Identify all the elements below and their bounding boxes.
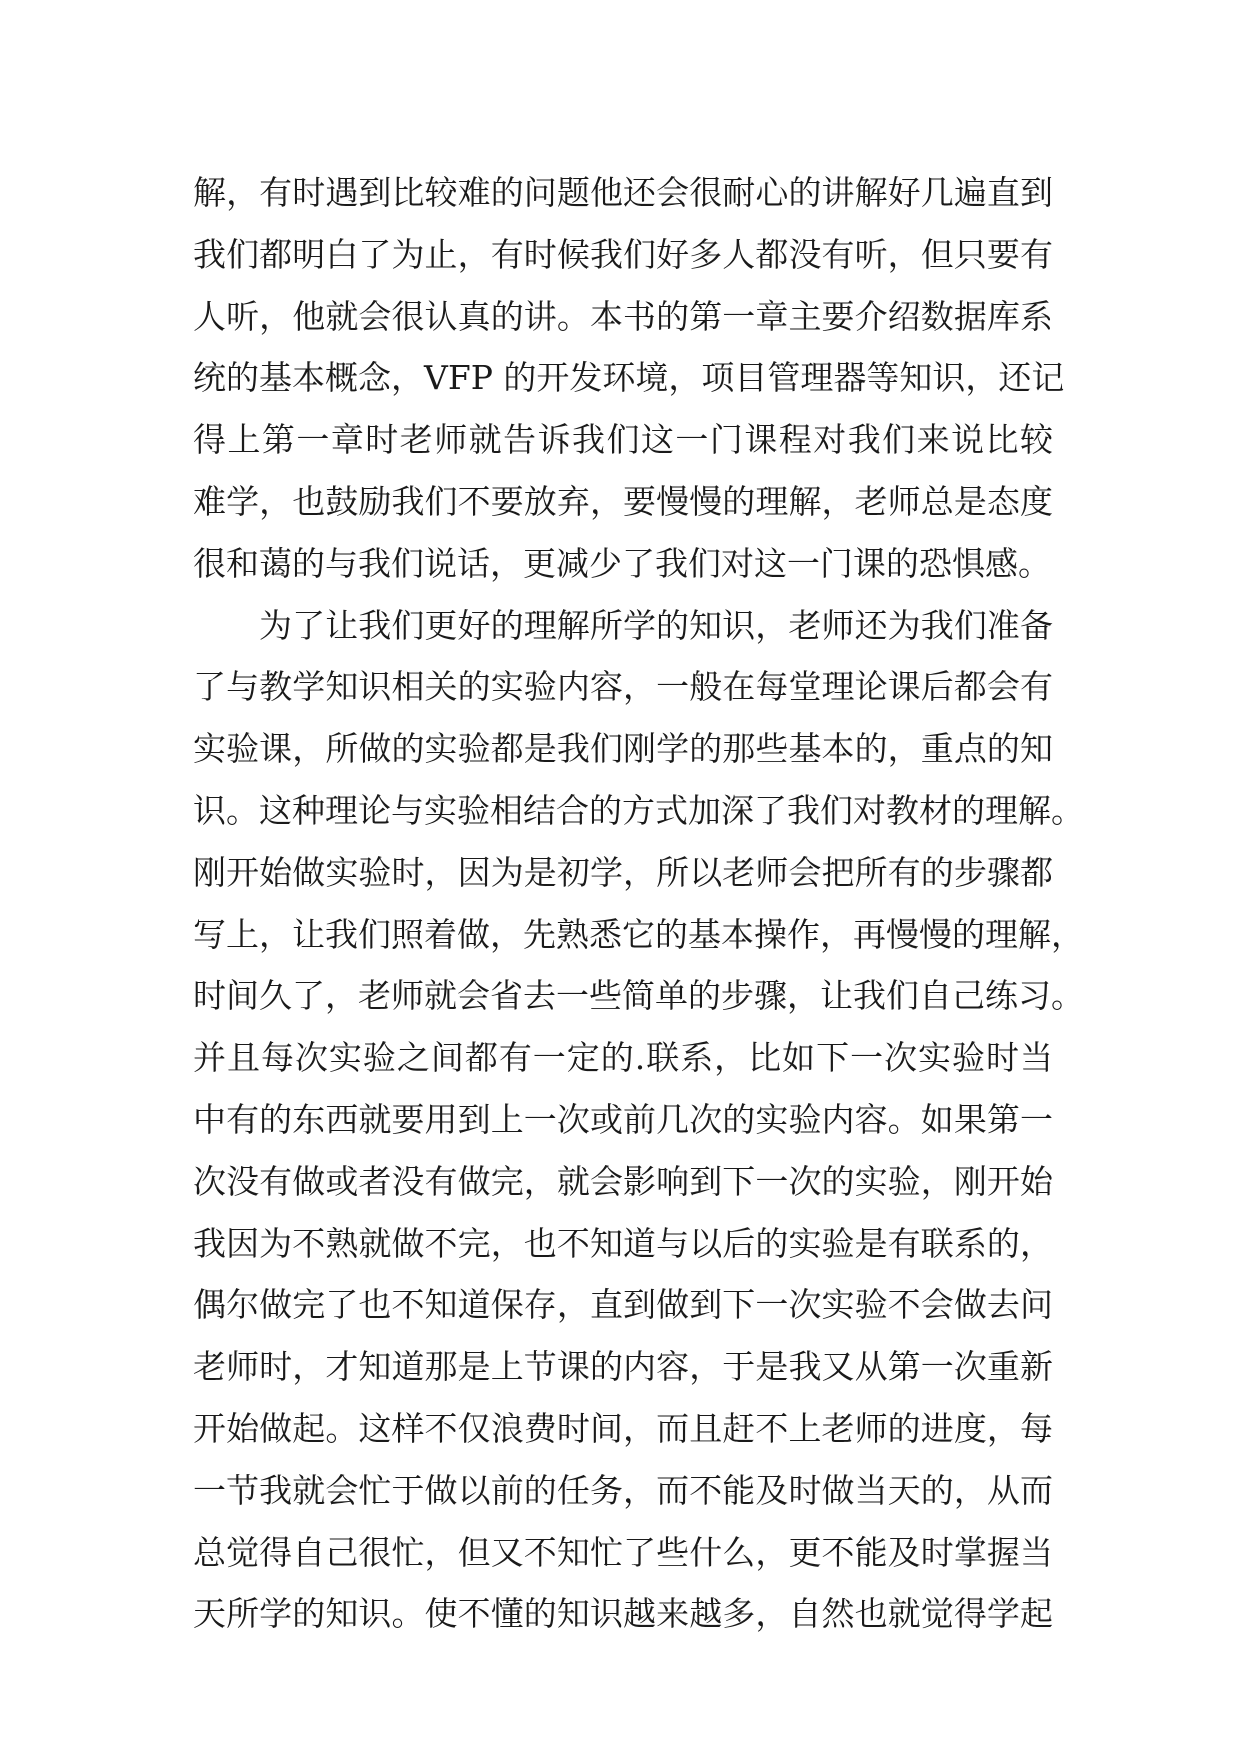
text-line: 解，有时遇到比较难的问题他还会很耐心的讲解好几遍直到 (193, 173, 1053, 212)
text-line: 我因为不熟就做不完，也不知道与以后的实验是有联系的， (193, 1223, 1053, 1263)
text-line: 得上第一章时老师就告诉我们这一门课程对我们来说比较 (193, 420, 1053, 460)
text-line: 天所学的知识。使不懂的知识越来越多，自然也就觉得学起 (193, 1594, 1053, 1634)
text-line: 总觉得自己很忙，但又不知忙了些什么，更不能及时掌握当 (193, 1532, 1053, 1572)
text-line: 中有的东西就要用到上一次或前几次的实验内容。如果第一 (193, 1099, 1053, 1139)
text-line: 了与教学知识相关的实验内容，一般在每堂理论课后都会有 (193, 667, 1053, 707)
text-line: 实验课，所做的实验都是我们刚学的那些基本的，重点的知 (193, 729, 1053, 769)
text-line: 写上，让我们照着做，先熟悉它的基本操作，再慢慢的理解， (193, 914, 1084, 954)
text-line: 次没有做或者没有做完，就会影响到下一次的实验，刚开始 (193, 1161, 1053, 1201)
paragraph-first-line: 为了让我们更好的理解所学的知识，老师还为我们准备 (259, 605, 1053, 645)
text-line: 开始做起。这样不仅浪费时间，而且赶不上老师的进度，每 (193, 1408, 1053, 1448)
text-line: 很和蔼的与我们说话，更减少了我们对这一门课的恐惧感。 (193, 543, 1051, 583)
text-line: 一节我就会忙于做以前的任务，而不能及时做当天的，从而 (193, 1470, 1053, 1510)
text-line: 难学，也鼓励我们不要放弃，要慢慢的理解，老师总是态度 (193, 481, 1053, 521)
text-line: 识。这种理论与实验相结合的方式加深了我们对教材的理解。 (193, 790, 1084, 830)
text-line: 偶尔做完了也不知道保存，直到做到下一次实验不会做去问 (193, 1285, 1053, 1325)
text-line: 老师时，才知道那是上节课的内容，于是我又从第一次重新 (193, 1347, 1053, 1387)
text-line: 统的基本概念，VFP 的开发环境，项目管理器等知识，还记 (193, 358, 1065, 398)
text-line: 时间久了，老师就会省去一些简单的步骤，让我们自己练习。 (193, 976, 1084, 1016)
text-line: 刚开始做实验时，因为是初学，所以老师会把所有的步骤都 (193, 852, 1053, 892)
text-line: 人听，他就会很认真的讲。本书的第一章主要介绍数据库系 (193, 296, 1053, 336)
body-text (193, 162, 1084, 1645)
text-line: 并且每次实验之间都有一定的.联系，比如下一次实验时当 (193, 1038, 1053, 1078)
text-line: 我们都明白了为止，有时候我们好多人都没有听，但只要有 (193, 234, 1053, 274)
